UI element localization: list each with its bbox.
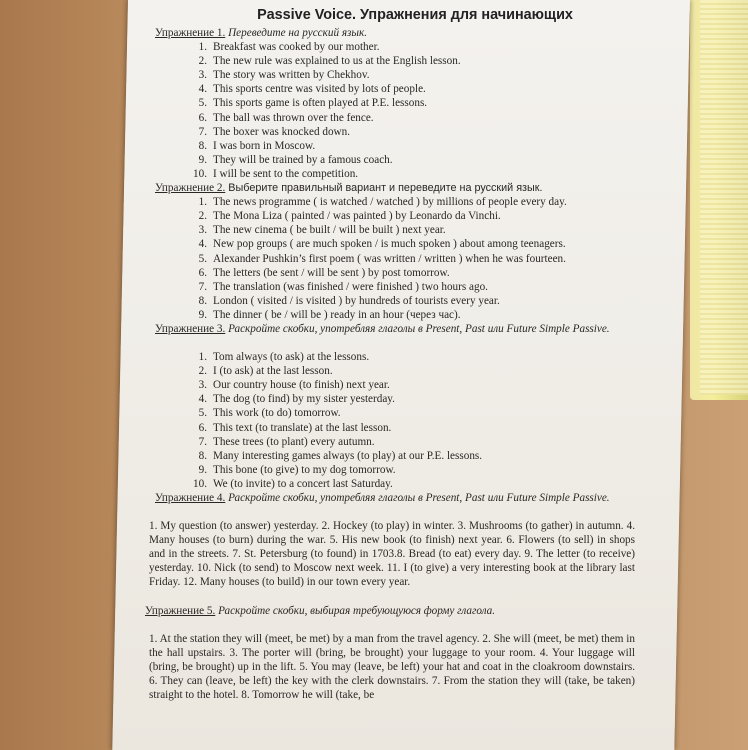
- list-item: [189, 195, 635, 209]
- item-number: 3.: [198, 224, 207, 237]
- item-text: The dog (to find) by my sister yesterday.: [213, 393, 395, 406]
- item-number: 3.: [198, 69, 207, 82]
- item-text: London ( visited / is visited ) by hundreds of tourists every year.: [213, 294, 500, 307]
- exercise-4-text: 1. My question (to answer) yesterday. 2. Hockey (to play) in winter. 3. Mushrooms (to gather) in autumn. 4. Many houses (to burn) during the war. 5. His new book (to finish) next year. 6. Flowers (to sell) in shops and in the streets. 7. St. Petersburg (to found) in 1703.8. Bread (to eat) every day. 9. The letter (to receive) yesterday. 10. Nick (to send) to Moscow next week. 11. I (to give) a very interesting book at the library last Friday. 12. Many houses (to build) in our town every year.: [149, 520, 635, 589]
- item-text: New pop groups ( are much spoken / is much spoken ) about among teenagers.: [213, 238, 566, 251]
- list-item: [189, 294, 635, 308]
- exercise-5-text: 1. At the station they will (meet, be met) by a man from the travel agency. 2. She will (meet, be met) them in the hall upstairs. 3. The porter will (bring, be brought) your luggage to your room. 4. Your luggage will (bring, be brought) up in the lift. 5. You may (leave, be left) your hat and coat in the cloakroom downstairs. 6. They can (leave, be left) the key with the clerk downstairs. 7. From the station they will (take, be taken) straight to the hotel. 8. Tomorrow he will (take, be: [149, 632, 635, 702]
- list-item: [189, 266, 635, 280]
- list-item: [189, 435, 635, 449]
- item-number: 4.: [198, 83, 207, 96]
- item-text: Alexander Pushkin’s first poem ( was written / written ) when he was fourteen.: [213, 252, 566, 265]
- exercise-1-instruction: Переведите на русский язык.: [225, 27, 368, 39]
- item-text: This sports centre was visited by lots of people.: [213, 83, 426, 96]
- item-number: 5.: [198, 252, 207, 265]
- list-item: [189, 252, 635, 266]
- item-text: I (to ask) at the last lesson.: [213, 365, 333, 378]
- item-number: 6.: [198, 266, 207, 279]
- exercise-3-heading: [145, 322, 635, 336]
- item-number: 1.: [198, 41, 207, 54]
- item-number: 8.: [198, 294, 207, 307]
- exercise-5-instruction: Раскройте скобки, выбирая требующуюся форму глагола.: [215, 604, 496, 617]
- spacer: [145, 590, 635, 604]
- item-number: 4.: [198, 238, 207, 251]
- list-item: [189, 125, 635, 139]
- item-number: 1.: [198, 196, 207, 209]
- item-text: We (to invite) to a concert last Saturday.: [213, 477, 393, 490]
- page-title: Passive Voice. Упражнения для начинающих: [257, 7, 573, 23]
- list-item: [189, 54, 635, 68]
- exercise-5-heading: [145, 604, 635, 618]
- item-number: 5.: [198, 407, 207, 420]
- item-number: 10.: [193, 477, 207, 490]
- item-text: The new rule was explained to us at the English lesson.: [213, 55, 461, 68]
- item-number: 10.: [193, 167, 207, 180]
- item-number: 9.: [198, 153, 207, 166]
- item-text: The news programme ( is watched / watched ) by millions of people every day.: [213, 196, 567, 209]
- list-item: [189, 111, 635, 125]
- exercise-2-label: Упражнение 2.: [155, 182, 226, 195]
- exercise-4-heading: [145, 491, 635, 505]
- exercise-3-label: Упражнение 3.: [155, 322, 226, 335]
- item-text: They will be trained by a famous coach.: [213, 153, 393, 166]
- item-text: These trees (to plant) every autumn.: [213, 435, 375, 448]
- list-item: [189, 223, 635, 237]
- item-text: The new cinema ( be built / will be built ) next year.: [213, 224, 446, 237]
- item-text: The ball was thrown over the fence.: [213, 111, 374, 124]
- item-text: This text (to translate) at the last lesson.: [213, 421, 392, 434]
- exercise-3-instruction: Раскройте скобки, употребляя глаголы в Present, Past или Future Simple Passive.: [225, 322, 610, 335]
- list-item: [189, 392, 635, 406]
- list-item: [189, 82, 635, 96]
- item-text: The boxer was knocked down.: [213, 125, 351, 138]
- item-number: 7.: [198, 125, 207, 138]
- exercise-1-label: Упражнение 1.: [155, 27, 226, 39]
- item-text: This work (to do) tomorrow.: [213, 407, 341, 420]
- item-text: Many interesting games always (to play) at our P.E. lessons.: [213, 449, 483, 462]
- item-number: 2.: [198, 55, 207, 68]
- binder-page-edges: [700, 0, 748, 395]
- item-number: 2.: [198, 365, 207, 378]
- list-item: [189, 280, 635, 294]
- item-number: 9.: [198, 308, 207, 321]
- list-item: [189, 406, 635, 420]
- list-item: [189, 364, 635, 378]
- item-number: 7.: [198, 280, 207, 293]
- list-item: [189, 378, 635, 392]
- list-item: [189, 237, 635, 251]
- list-item: [189, 139, 635, 153]
- item-text: Tom always (to ask) at the lessons.: [213, 351, 370, 364]
- item-number: 6.: [198, 111, 207, 124]
- exercise-1-list: [145, 40, 635, 181]
- item-number: 5.: [198, 97, 207, 110]
- list-item: [189, 463, 635, 477]
- item-text: The story was written by Chekhov.: [213, 69, 370, 82]
- list-item: [189, 308, 635, 322]
- exercise-4-label: Упражнение 4.: [155, 492, 226, 504]
- spacer: [145, 618, 635, 632]
- exercise-2-heading: [145, 181, 635, 195]
- exercise-3-list: [145, 350, 635, 491]
- item-text: This sports game is often played at P.E. lessons.: [213, 97, 428, 110]
- exercise-4-instruction: Раскройте скобки, употребляя глаголы в Present, Past или Future Simple Passive.: [225, 492, 610, 504]
- item-number: 3.: [198, 379, 207, 392]
- item-text: I was born in Moscow.: [213, 139, 316, 152]
- list-item: [189, 350, 635, 364]
- list-item: [189, 40, 635, 54]
- item-text: This bone (to give) to my dog tomorrow.: [213, 463, 396, 476]
- item-number: 4.: [198, 393, 207, 406]
- spacer: [145, 505, 635, 519]
- item-number: 6.: [198, 421, 207, 434]
- list-item: [189, 96, 635, 110]
- exercise-2-list: [145, 195, 635, 322]
- item-number: 1.: [198, 351, 207, 364]
- item-number: 8.: [198, 139, 207, 152]
- item-text: The dinner ( be / will be ) ready in an hour (через час).: [213, 308, 461, 321]
- item-number: 9.: [198, 463, 207, 476]
- item-text: The Mona Liza ( painted / was painted ) by Leonardo da Vinchi.: [213, 210, 501, 223]
- item-number: 2.: [198, 210, 207, 223]
- exercise-1-heading: [145, 26, 635, 40]
- item-number: 7.: [198, 435, 207, 448]
- item-text: The translation (was finished / were finished ) two hours ago.: [213, 280, 488, 293]
- list-item: [189, 477, 635, 491]
- item-text: Our country house (to finish) next year.: [213, 379, 390, 392]
- list-item: [189, 68, 635, 82]
- list-item: [189, 167, 635, 181]
- item-text: I will be sent to the competition.: [213, 167, 359, 180]
- list-item: [189, 421, 635, 435]
- exercise-5-label: Упражнение 5.: [145, 604, 216, 617]
- exercise-2-instruction: Выберите правильный вариант и переведите на русский язык.: [225, 182, 543, 195]
- item-number: 8.: [198, 449, 207, 462]
- spacer: [145, 336, 635, 350]
- list-item: [189, 449, 635, 463]
- list-item: [189, 209, 635, 223]
- worksheet-content: [145, 6, 635, 702]
- item-text: The letters (be sent / will be sent ) by post tomorrow.: [213, 266, 450, 279]
- list-item: [189, 153, 635, 167]
- item-text: Breakfast was cooked by our mother.: [213, 41, 380, 54]
